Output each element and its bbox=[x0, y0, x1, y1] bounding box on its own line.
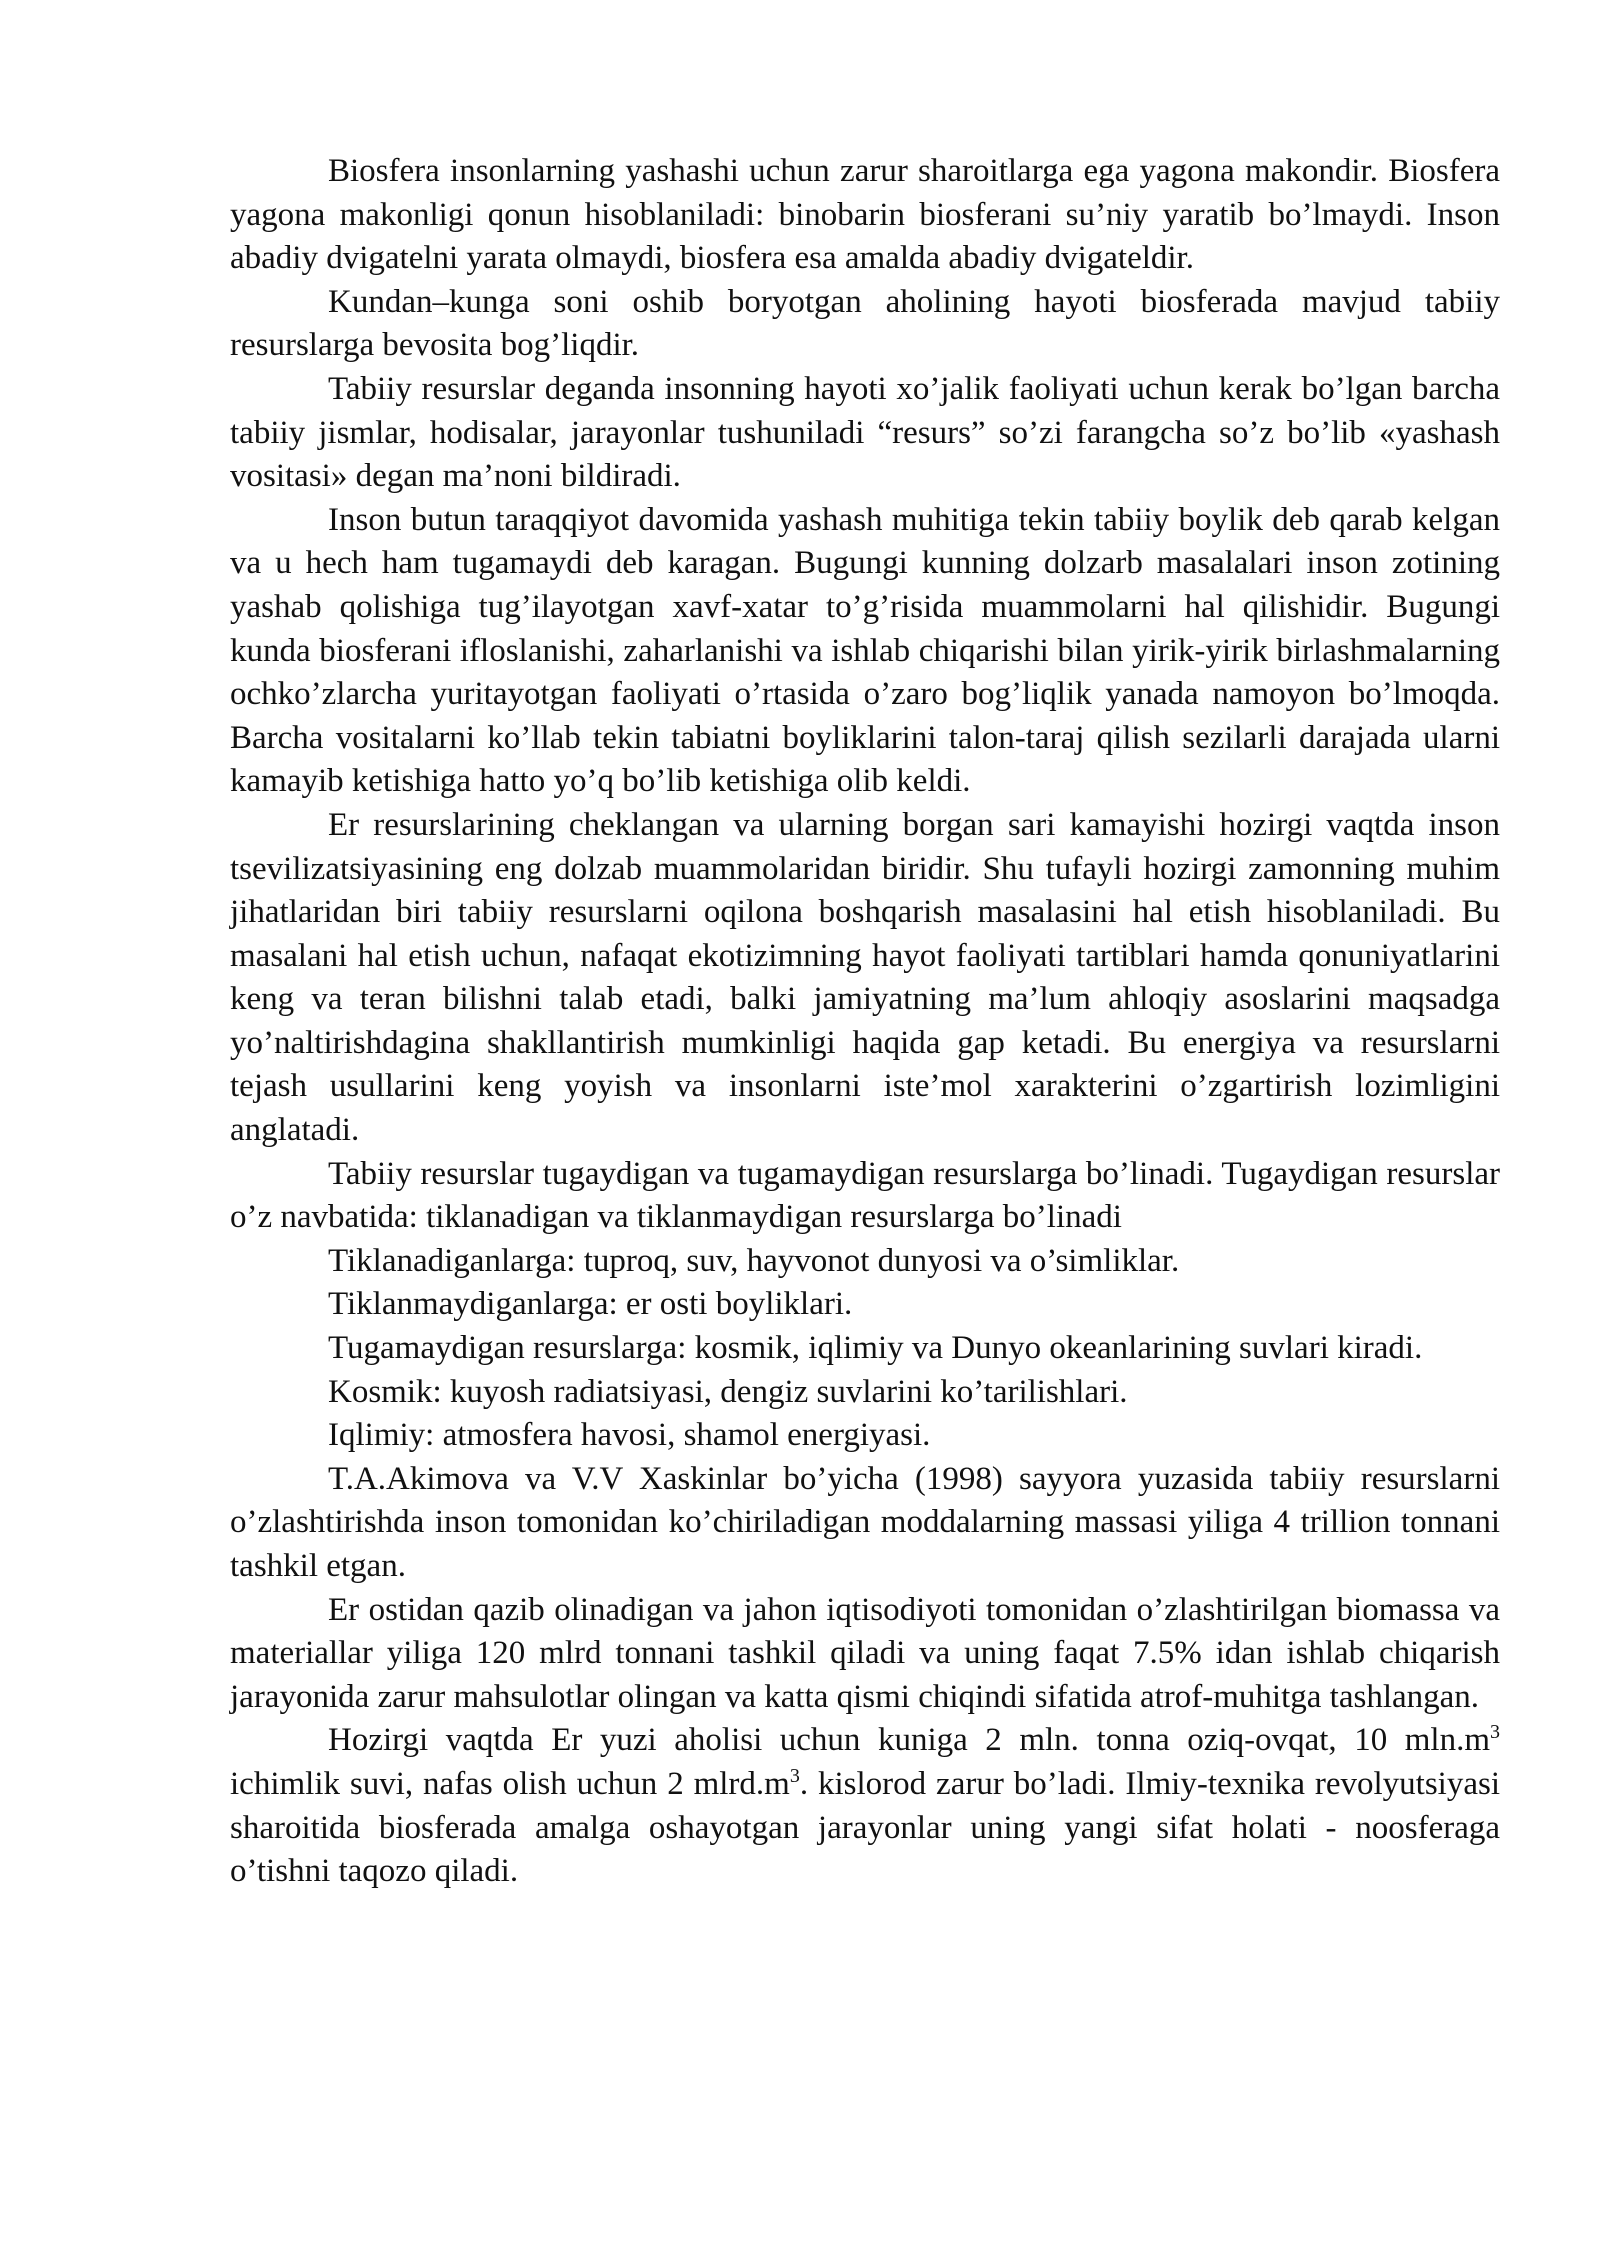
superscript-cubed: 3 bbox=[1490, 1721, 1500, 1744]
paragraph-er-resurslari: Er resurslarining cheklangan va ularning borgan sari kamayishi hozirgi vaqtda inson tsevilizatsiyasining eng dolzab muammolaridan biridir. Shu tufayli hozirgi zamonning muhim jihatlaridan biri tabiiy resurslarni oqilona boshqarish masalasini hal etish hisoblaniladi. Bu masalani hal etish uchun, nafaqat ekotizimning hayot faoliyati tartiblari hamda qonuniyatlarini keng va teran bilishni talab etadi, balki jamiyatning ma’lum ahloqiy asoslarini maqsadga yo’naltirishdagina shakllantirish mumkinligi haqida gap ketadi. Bu energiya va resurslarni tejash usullarini keng yoyish va insonlarni iste’mol xarakterini o’zgartirish lozimligini anglatadi. bbox=[230, 806, 1500, 1149]
superscript-cubed: 3 bbox=[789, 1764, 800, 1787]
paragraph-resurs-turlari: Tabiiy resurslar tugaydigan va tugamaydigan resurslarga bo’linadi. Tugaydigan resurslar o’z navbatida: tiklanadigan va tiklanmaydigan resurslarga bo’linadi bbox=[230, 1155, 1500, 1236]
paragraph-text-part: Hozirgi vaqtda Er yuzi aholisi uchun kuniga 2 mln. tonna oziq-ovqat, 10 mln.m bbox=[328, 1722, 1490, 1759]
paragraph-iqlimiy: Iqlimiy: atmosfera havosi, shamol energiyasi. bbox=[328, 1417, 931, 1454]
paragraph-kosmik: Kosmik: kuyosh radiatsiyasi, dengiz suvlarini ko’tarilishlari. bbox=[328, 1373, 1128, 1410]
paragraph-inson-taraqqiyot: Inson butun taraqqiyot davomida yashash muhitiga tekin tabiiy boylik deb qarab kelgan va u hech ham tugamaydi deb karagan. Bugungi kunning dolzarb masalalari inson zotining yashab qolishiga tug’ilayotgan xavf-xatar to’g’risida muammolarni hal qilishidir. Bugungi kunda biosferani ifloslanishi, zaharlanishi va ishlab chiqarishi bilan yirik-yirik birlashmalarning ochko’zlarcha yuritayotgan faoliyati o’rtasida o’zaro bog’liqlik yanada namoyon bo’lmoqda. Barcha vositalarni ko’llab tekin tabiatni boyliklarini talon-taraj qilish sezilarli darajada ularni kamayib ketishiga hatto yo’q bo’lib ketishiga olib keldi. bbox=[230, 501, 1500, 800]
paragraph-akimova: T.A.Akimova va V.V Xaskinlar bo’yicha (1998) sayyora yuzasida tabiiy resurslarni o’zlashtirishda inson tomonidan ko’chiriladigan moddalarning massasi yiliga 4 trillion tonnani tashkil etgan. bbox=[230, 1460, 1500, 1584]
paragraph-hozirgi-vaqtda bbox=[230, 1719, 1500, 1893]
paragraph-text-part: ichimlik suvi, nafas olish uchun 2 mlrd.m bbox=[230, 1765, 790, 1802]
paragraph-tugamaydigan: Tugamaydigan resurslarga: kosmik, iqlimiy va Dunyo okeanlarining suvlari kiradi. bbox=[328, 1330, 1423, 1367]
paragraph-tabiiy-resurslar: Tabiiy resurslar deganda insonning hayoti xo’jalik faoliyati uchun kerak bo’lgan barcha tabiiy jismlar, hodisalar, jarayonlar tushuniladi “resurs” so’zi farangcha so’z bo’lib «yashash vositasi» degan ma’noni bildiradi. bbox=[230, 370, 1500, 495]
paragraph-tiklanadigan: Tiklanadiganlarga: tuproq, suv, hayvonot dunyosi va o’simliklar. bbox=[328, 1242, 1180, 1279]
paragraph-text-part: . kislorod zarur bo’ladi. Ilmiy-texnika revolyutsiyasi sharoitida biosferada amalga oshayotgan jarayonlar uning yangi sifat holati - noosferaga o’tishni taqozo qiladi. bbox=[230, 1765, 1501, 1890]
document-page bbox=[230, 150, 1500, 1894]
paragraph-aholi: Kundan–kunga soni oshib boryotgan aholining hayoti biosferada mavjud tabiiy resurslarga bevosita bog’liqdir. bbox=[230, 283, 1500, 364]
paragraph-biomassa: Er ostidan qazib olinadigan va jahon iqtisodiyoti tomonidan o’zlashtirilgan biomassa va materiallar yiliga 120 mlrd tonnani tashkil qiladi va uning faqat 7.5% idan ishlab chiqarish jarayonida zarur mahsulotlar olingan va katta qismi chiqindi sifatida atrof-muhitga tashlangan. bbox=[230, 1591, 1500, 1715]
paragraph-tiklanmaydigan: Tiklanmaydiganlarga: er osti boyliklari. bbox=[328, 1286, 853, 1323]
paragraph-biosfera: Biosfera insonlarning yashashi uchun zarur sharoitlarga ega yagona makondir. Biosfera yagona makonligi qonun hisoblaniladi: binobarin biosferani su’niy yaratib bo’lmaydi. Inson abadiy dvigatelni yarata olmaydi, biosfera esa amalda abadiy dvigateldir. bbox=[230, 153, 1500, 277]
